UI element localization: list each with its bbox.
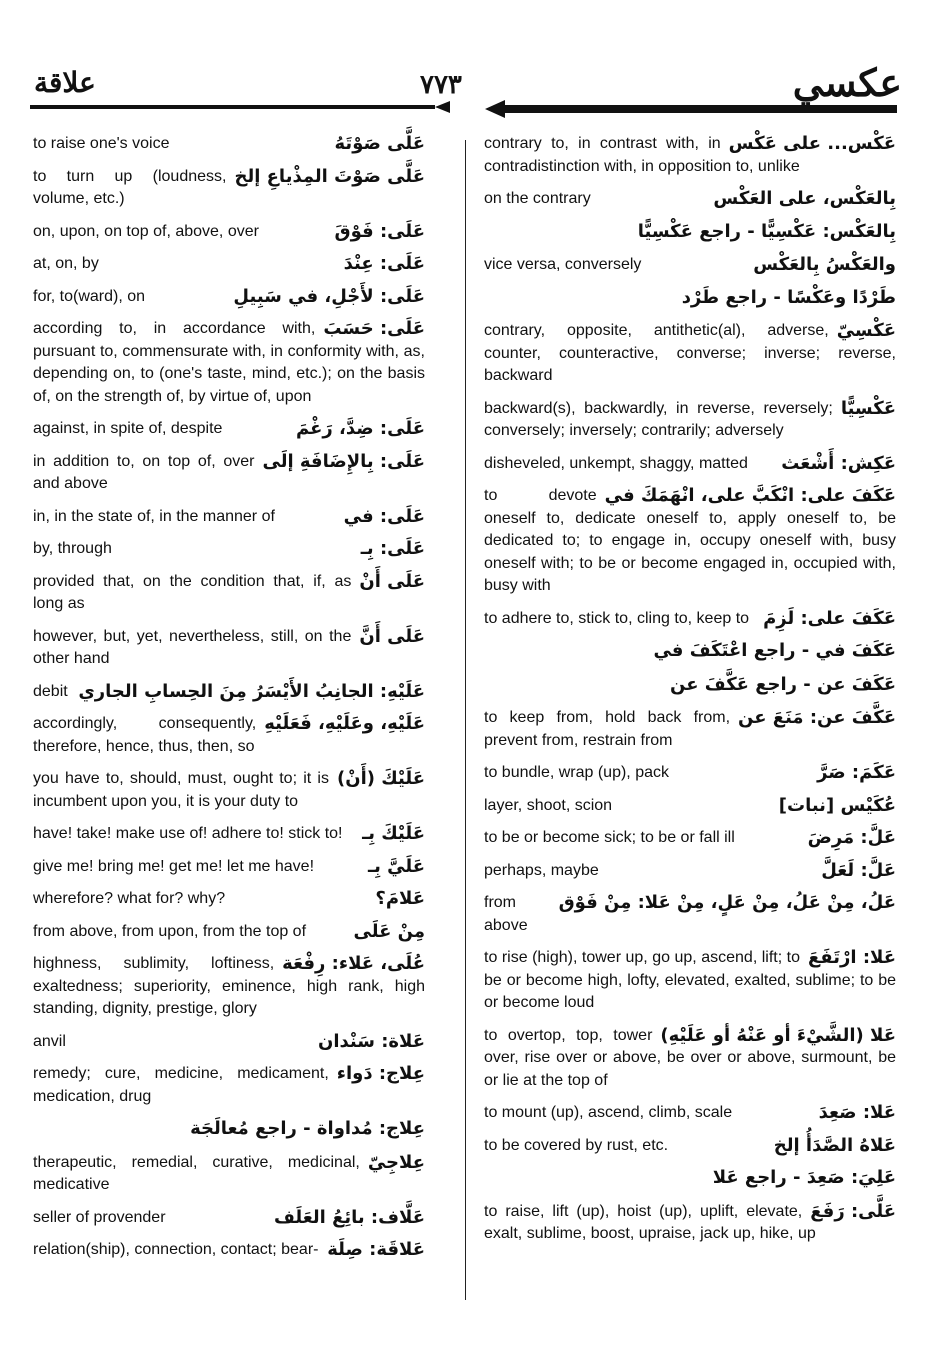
english-definition: disheveled, unkempt, shaggy, matted bbox=[484, 454, 748, 472]
english-definition: anvil bbox=[33, 1032, 66, 1050]
arabic-headword: عَلَيْهِ: الجانِبُ الأَيْسَرُ مِنَ الحِسابِ الجاري bbox=[78, 680, 425, 702]
dictionary-entry bbox=[33, 538, 425, 561]
english-definition: for, to(ward), on bbox=[33, 287, 146, 305]
english-definition: provided that, on the condition that, if, as long as bbox=[33, 572, 352, 612]
arabic-headword: بِالعَكْس، على العَكْس bbox=[713, 188, 896, 209]
english-definition: to turn up (loudness, volume, etc.) bbox=[33, 167, 227, 207]
right-column bbox=[484, 133, 896, 1256]
arabic-headword: والعَكْسُ بِالعَكْس bbox=[753, 254, 896, 275]
arabic-headword: مِنْ عَلَى bbox=[353, 920, 425, 942]
dictionary-entry bbox=[484, 762, 896, 785]
dictionary-entry bbox=[484, 707, 896, 752]
english-definition: to be covered by rust, etc. bbox=[484, 1136, 669, 1154]
english-definition: to adhere to, stick to, cling to, keep to bbox=[484, 609, 750, 627]
guide-word-right: عكسي bbox=[792, 60, 902, 105]
arabic-headword: عِلاجِيّ bbox=[367, 1151, 425, 1173]
dictionary-entry bbox=[33, 856, 425, 879]
arabic-headword: عَلَى: بِـ bbox=[360, 538, 425, 559]
arabic-headword: عَلَى: لأَجْلِ، في سَبِيلِ bbox=[233, 285, 425, 307]
dictionary-entry bbox=[484, 1135, 896, 1158]
arabic-headword: عَلَى: في bbox=[343, 505, 425, 527]
dictionary-entry bbox=[484, 827, 896, 850]
arabic-headword: عَكَفَ في - راجع اعْتَكَفَ في bbox=[653, 640, 896, 661]
english-definition: to raise, lift (up), hoist (up), uplift, elevate, exalt, sublime, boost, upraise, jack up, hike, up bbox=[484, 1202, 816, 1242]
english-definition: contrary to, in contrast with, in contradistinction with, in opposition to, unlike bbox=[484, 135, 800, 175]
dictionary-entry bbox=[33, 921, 425, 944]
arabic-headword: عُلَى، عَلاء: رِفْعَة bbox=[282, 953, 425, 974]
arabic-headword: عَكَّفَ عن: مَنَعَ عن bbox=[738, 707, 896, 728]
dictionary-entry bbox=[484, 221, 896, 245]
dictionary-entry bbox=[33, 1207, 425, 1230]
dictionary-entry bbox=[484, 453, 896, 476]
english-definition: to keep from, hold back from, prevent from, restrain from bbox=[484, 709, 731, 749]
arabic-headword: عَلَّى صَوْتَهُ bbox=[334, 133, 425, 154]
dictionary-entry bbox=[484, 1025, 896, 1093]
dictionary-entry bbox=[33, 713, 425, 758]
english-definition: give me! bring me! get me! let me have! bbox=[33, 857, 315, 875]
english-definition: from above, from upon, from the top of bbox=[33, 922, 307, 940]
dictionary-entry bbox=[33, 166, 425, 211]
english-definition: to bundle, wrap (up), pack bbox=[484, 764, 669, 781]
english-definition: seller of provender bbox=[33, 1208, 166, 1226]
dictionary-entry bbox=[484, 608, 896, 631]
english-definition: highness, sublimity, loftiness, exaltedness; superiority, eminence, high rank, high standing, dignity, prestige, glory bbox=[33, 955, 425, 1017]
arabic-headword: عَلَى: فَوْقَ bbox=[334, 220, 425, 242]
left-column bbox=[33, 133, 425, 1272]
arabic-headword: عَلَّى: رَفَعَ bbox=[810, 1200, 896, 1222]
arabic-headword: عَلاة: سَنْدان bbox=[317, 1030, 425, 1052]
english-definition: to devote oneself to, dedicate oneself to, apply oneself to, be dedicated to; to engage in, occupy oneself with, busy oneself with; to be or become engaged in, occupied with, busy with bbox=[484, 487, 896, 594]
dictionary-entry bbox=[484, 674, 896, 698]
arabic-headword: عَلَى: عِنْدَ bbox=[343, 253, 425, 274]
english-definition: in, in the state of, in the manner of bbox=[33, 507, 275, 525]
english-definition: to mount (up), ascend, climb, scale bbox=[484, 1104, 733, 1121]
dictionary-entry bbox=[33, 133, 425, 156]
arabic-headword: عَلَى أَنْ bbox=[359, 570, 425, 592]
arabic-headword: عَلا: صَعِدَ bbox=[818, 1102, 896, 1123]
english-definition: wherefore? what for? why? bbox=[33, 890, 226, 907]
guide-word-left: علاقة bbox=[34, 66, 96, 99]
dictionary-entry bbox=[484, 254, 896, 277]
arabic-headword: عَلَيْكَ بِـ bbox=[362, 823, 425, 844]
dictionary-entry bbox=[33, 253, 425, 276]
english-definition: backward(s), backwardly, in reverse, reversely; conversely; inversely; contrarily; adversely bbox=[484, 399, 833, 439]
arabic-headword: عَكَفَ عن - راجع عَكَّفَ عن bbox=[670, 673, 896, 695]
english-definition: according to, in accordance with, pursuant to, commensurate with, in conformity with, as, depending on, to (one's taste, mind, etc.); on the basis of, on the strength of, by virtue of, upon bbox=[33, 320, 425, 405]
arabic-headword: طَرْدًا وعَكْسًا - راجع طَرْد bbox=[681, 286, 896, 308]
dictionary-entry bbox=[484, 485, 896, 598]
dictionary-entry bbox=[33, 953, 425, 1021]
english-definition: accordingly, consequently, therefore, hence, thus, then, so bbox=[33, 715, 257, 755]
english-definition: in addition to, on top of, over and above bbox=[33, 452, 255, 492]
arabic-headword: عَكْسِيًّا bbox=[840, 397, 896, 419]
arabic-headword: عَلا (الشَّيْءَ أو عَنْهُ أو عَلَيْهِ) bbox=[660, 1024, 896, 1046]
dictionary-entry bbox=[33, 823, 425, 846]
english-definition: on, upon, on top of, above, over bbox=[33, 222, 259, 240]
dictionary-entry bbox=[484, 133, 896, 178]
english-definition: layer, shoot, scion bbox=[484, 796, 613, 814]
arabic-headword: عَكْسِيّ bbox=[836, 320, 896, 341]
english-definition: remedy; cure, medicine, medicament, medication, drug bbox=[33, 1065, 329, 1105]
dictionary-entry bbox=[33, 418, 425, 441]
english-definition: by, through bbox=[33, 540, 112, 557]
dictionary-entry bbox=[33, 626, 425, 671]
dictionary-entry bbox=[484, 1102, 896, 1125]
english-definition: relation(ship), connection, contact; bear- bbox=[33, 1241, 319, 1258]
english-definition: however, but, yet, nevertheless, still, on the other hand bbox=[33, 627, 352, 667]
arabic-headword: عَلا: ارْتَفَعَ bbox=[808, 947, 896, 968]
english-definition: to be or become sick; to be or fall ill bbox=[484, 829, 735, 846]
dictionary-entry bbox=[484, 287, 896, 311]
dictionary-entry bbox=[484, 188, 896, 211]
arabic-headword: عُكَيْس [نبات] bbox=[778, 794, 896, 816]
arabic-headword: عَلَى: ضِدَّ، رَغْمَ bbox=[296, 418, 425, 439]
arabic-headword: عِلاج: دَواء bbox=[336, 1063, 425, 1084]
arabic-headword: عَلامَ؟ bbox=[375, 888, 425, 909]
arabic-headword: عَلَيْهِ، وعَلَيْهِ، فَعَلَيْهِ bbox=[264, 713, 425, 734]
dictionary-entry bbox=[484, 947, 896, 1015]
arabic-headword: عَلَى: حَسَبَ bbox=[323, 318, 425, 339]
arabic-headword: عَلَّ: مَرِضَ bbox=[807, 827, 896, 848]
arabic-headword: عَلَى أَنَّ bbox=[359, 625, 425, 647]
arabic-headword: عَلَّ: لَعَلَّ bbox=[821, 859, 896, 881]
arabic-headword: عَلَيْكَ (أَنْ) bbox=[336, 768, 425, 789]
arabic-headword: عَكِش: أَشْعَث bbox=[781, 452, 896, 474]
page-number: ٧٧٣ bbox=[420, 70, 462, 100]
arabic-headword: عَلِيَ: صَعِدَ - راجع عَلا bbox=[712, 1167, 896, 1188]
english-definition: have! take! make use of! adhere to! stick to! bbox=[33, 825, 343, 842]
dictionary-entry bbox=[33, 768, 425, 813]
arabic-headword: عَلاهُ الصَّدَأُ إلخ bbox=[773, 1134, 896, 1156]
arabic-headword: عَلَى: بِالإِضَافَةِ إلَى bbox=[262, 450, 425, 472]
dictionary-entry bbox=[33, 1239, 425, 1262]
dictionary-entry bbox=[484, 860, 896, 883]
dictionary-entry bbox=[33, 681, 425, 704]
arabic-headword: عَلَيَّ بِـ bbox=[367, 855, 425, 877]
arabic-headword: عِلاج: مُداواة - راجع مُعالَجَة bbox=[190, 1118, 425, 1139]
dictionary-entry bbox=[484, 398, 896, 443]
dictionary-entry bbox=[484, 795, 896, 818]
dictionary-entry bbox=[484, 1201, 896, 1246]
dictionary-entry bbox=[33, 1118, 425, 1142]
english-definition: you have to, should, must, ought to; it is incumbent upon you, it is your duty to bbox=[33, 770, 329, 810]
english-definition: vice versa, conversely bbox=[484, 256, 642, 273]
dictionary-entry bbox=[484, 1167, 896, 1191]
english-definition: to raise one's voice bbox=[33, 135, 170, 152]
arabic-headword: عَلَّاف: بائِعُ العَلَف bbox=[273, 1206, 425, 1228]
dictionary-entry bbox=[33, 1031, 425, 1054]
english-definition: to overtop, top, tower over, rise over or above, be over or above, surmount, be or lie at the top of bbox=[484, 1026, 896, 1089]
column-divider bbox=[465, 140, 466, 1300]
dictionary-entry bbox=[33, 451, 425, 496]
dictionary-entry bbox=[484, 892, 896, 937]
english-definition: at, on, by bbox=[33, 255, 99, 272]
dictionary-entry bbox=[33, 286, 425, 309]
english-definition: to rise (high), tower up, go up, ascend, lift; to be or become high, lofty, elevated, exalted, sublime; to be or become loud bbox=[484, 949, 896, 1011]
english-definition: contrary, opposite, antithetic(al), adverse, counter, counteractive, converse; inverse; reverse, backward bbox=[484, 322, 896, 384]
dictionary-entry bbox=[33, 571, 425, 616]
arabic-headword: عَكْس... على عَكْس bbox=[728, 133, 896, 154]
english-definition: on the contrary bbox=[484, 190, 591, 207]
arabic-headword: عَكَفَ على: لَزِمَ bbox=[763, 607, 896, 629]
dictionary-entry bbox=[33, 221, 425, 244]
english-definition: against, in spite of, despite bbox=[33, 420, 223, 437]
english-definition: perhaps, maybe bbox=[484, 861, 599, 879]
arabic-headword: عَلَّى صَوْتَ المِذْياعِ إلخ bbox=[234, 165, 425, 187]
dictionary-entry bbox=[484, 320, 896, 388]
arabic-headword: عَلاقَة: صِلَة bbox=[327, 1239, 425, 1260]
dictionary-entry bbox=[484, 640, 896, 664]
arabic-headword: بِالعَكْس: عَكْسِيًّا - راجع عَكْسِيًّا bbox=[637, 220, 896, 242]
english-definition: from above bbox=[484, 894, 528, 934]
arabic-headword: عَلُ، مِنْ عَلُ، مِنْ عَلٍ، مِنْ عَلا: مِنْ فَوْق bbox=[558, 892, 896, 913]
arabic-headword: عَكَمَ: صَرَّ bbox=[817, 762, 896, 783]
dictionary-entry bbox=[33, 1063, 425, 1108]
arabic-headword: عَكَفَ على: انْكَبَّ على، انْهَمَكَ في bbox=[604, 485, 896, 506]
dictionary-entry bbox=[33, 506, 425, 529]
english-definition: debit bbox=[33, 682, 68, 700]
english-definition: therapeutic, remedial, curative, medicinal, medicative bbox=[33, 1153, 360, 1193]
page-header bbox=[0, 0, 938, 125]
dictionary-entry bbox=[33, 888, 425, 911]
dictionary-entry bbox=[33, 1152, 425, 1197]
dictionary-entry bbox=[33, 318, 425, 408]
